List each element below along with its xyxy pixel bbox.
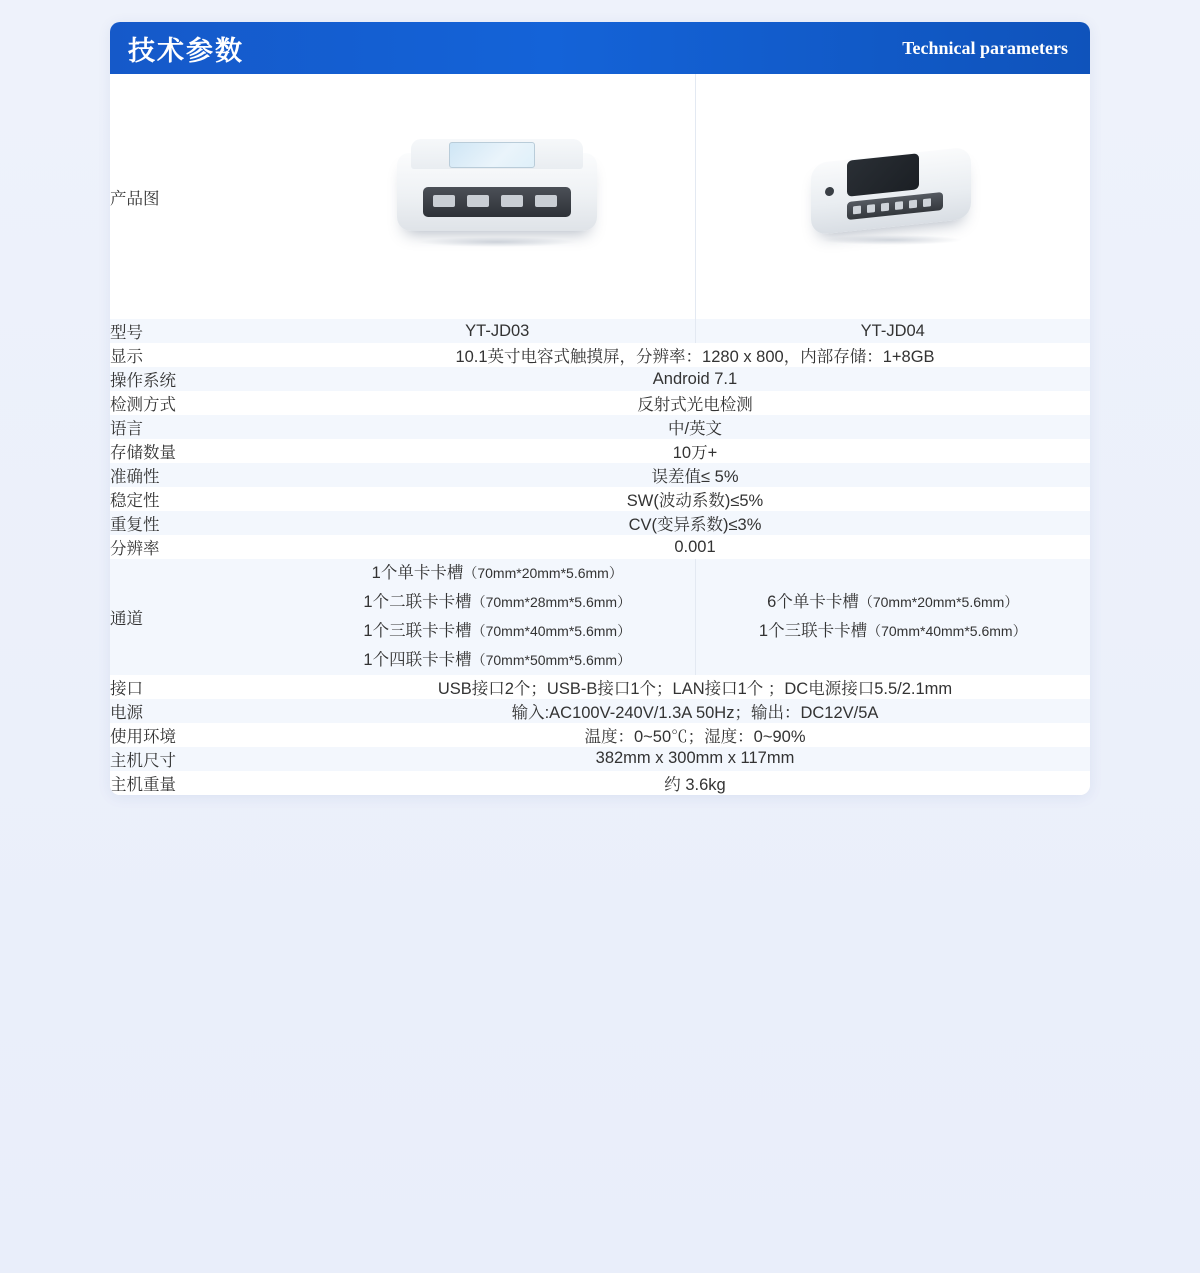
row-label-accuracy: 准确性 [110,463,300,487]
row-label-display: 显示 [110,343,300,367]
row-label-weight: 主机重量 [110,771,300,795]
channel-main: 1个三联卡卡槽 [758,621,868,640]
row-label-channel: 通道 [110,559,300,675]
channel-dim: （70mm*40mm*5.6mm） [471,622,632,639]
spec-table [110,74,1090,795]
row-value-channel-jd04 [695,559,1090,675]
table-row-accuracy [110,463,1090,487]
row-label-stability: 稳定性 [110,487,300,511]
row-label-environment: 使用环境 [110,723,300,747]
table-row-detection [110,391,1090,415]
row-value-model-jd04: YT-JD04 [695,319,1090,343]
row-value-dimensions: 382mm x 300mm x 117mm [300,747,1090,771]
row-value-model-jd03: YT-JD03 [300,319,695,343]
row-label-interface: 接口 [110,675,300,699]
channel-line [300,617,695,646]
channel-main: 1个三联卡卡槽 [363,621,472,640]
row-value-interface: USB接口2个；USB-B接口1个；LAN接口1个 ；DC电源接口5.5/2.1mm [300,675,1090,699]
row-label-repeatability: 重复性 [110,511,300,535]
row-value-repeatability: CV(变异系数)≤3% [300,511,1090,535]
table-row-interface [110,675,1090,699]
channel-line [696,588,1091,617]
table-row-dimensions [110,747,1090,771]
row-label-detection: 检测方式 [110,391,300,415]
tech-spec-card [110,22,1090,795]
row-value-stability: SW(波动系数)≤5% [300,487,1090,511]
channel-dim: （70mm*40mm*5.6mm） [867,622,1027,639]
table-row-product-image [110,74,1090,319]
row-value-detection: 反射式光电检测 [300,391,1090,415]
product-image-jd03-cell [300,74,695,319]
row-value-power: 输入:AC100V-240V/1.3A 50Hz；输出：DC12V/5A [300,699,1090,723]
table-row-display [110,343,1090,367]
table-row-os [110,367,1090,391]
row-value-accuracy: 误差值≤ 5% [300,463,1090,487]
row-value-language: 中/英文 [300,415,1090,439]
row-label-power: 电源 [110,699,300,723]
channel-main: 1个单卡卡槽 [371,564,464,582]
product-image-jd04-cell [695,74,1090,319]
row-value-weight: 约 3.6kg [300,771,1090,795]
channel-main: 6个单卡卡槽 [767,592,859,611]
card-header [110,22,1090,74]
row-label-language: 语言 [110,415,300,439]
row-label-resolution: 分辨率 [110,535,300,559]
channel-dim: （70mm*28mm*5.6mm） [471,593,632,610]
channel-dim: （70mm*20mm*5.6mm） [463,565,623,581]
table-row-channel [110,559,1090,675]
table-row-power [110,699,1090,723]
channel-main: 1个四联卡卡槽 [363,650,472,669]
table-row-storage-count [110,439,1090,463]
channel-dim: （70mm*20mm*5.6mm） [858,593,1019,610]
row-label-dimensions: 主机尺寸 [110,747,300,771]
row-value-os: Android 7.1 [300,367,1090,391]
channel-main: 1个二联卡卡槽 [363,592,472,611]
row-label-model: 型号 [110,319,300,343]
row-label-product-image: 产品图 [110,74,300,319]
row-value-channel-jd03 [300,559,695,675]
channel-line [300,588,695,617]
channel-line [300,559,695,588]
table-row-weight [110,771,1090,795]
row-value-resolution: 0.001 [300,535,1090,559]
channel-dim: （70mm*50mm*5.6mm） [471,651,632,668]
row-label-storage-count: 存储数量 [110,439,300,463]
table-row-repeatability [110,511,1090,535]
table-row-language [110,415,1090,439]
table-row-stability [110,487,1090,511]
row-value-environment: 温度：0~50℃；湿度：0~90% [300,723,1090,747]
header-title-en: Technical parameters [902,37,1068,58]
row-label-os: 操作系统 [110,367,300,391]
device-jd03-illustration [397,139,597,249]
device-jd04-illustration [803,139,983,249]
channel-line [696,617,1091,646]
header-title-cn: 技术参数 [128,35,244,66]
table-row-resolution [110,535,1090,559]
row-value-storage-count: 10万+ [300,439,1090,463]
channel-line [300,646,695,675]
row-value-display: 10.1英寸电容式触摸屏，分辨率：1280 x 800，内部存储：1+8GB [300,343,1090,367]
table-row-environment [110,723,1090,747]
table-row-model [110,319,1090,343]
